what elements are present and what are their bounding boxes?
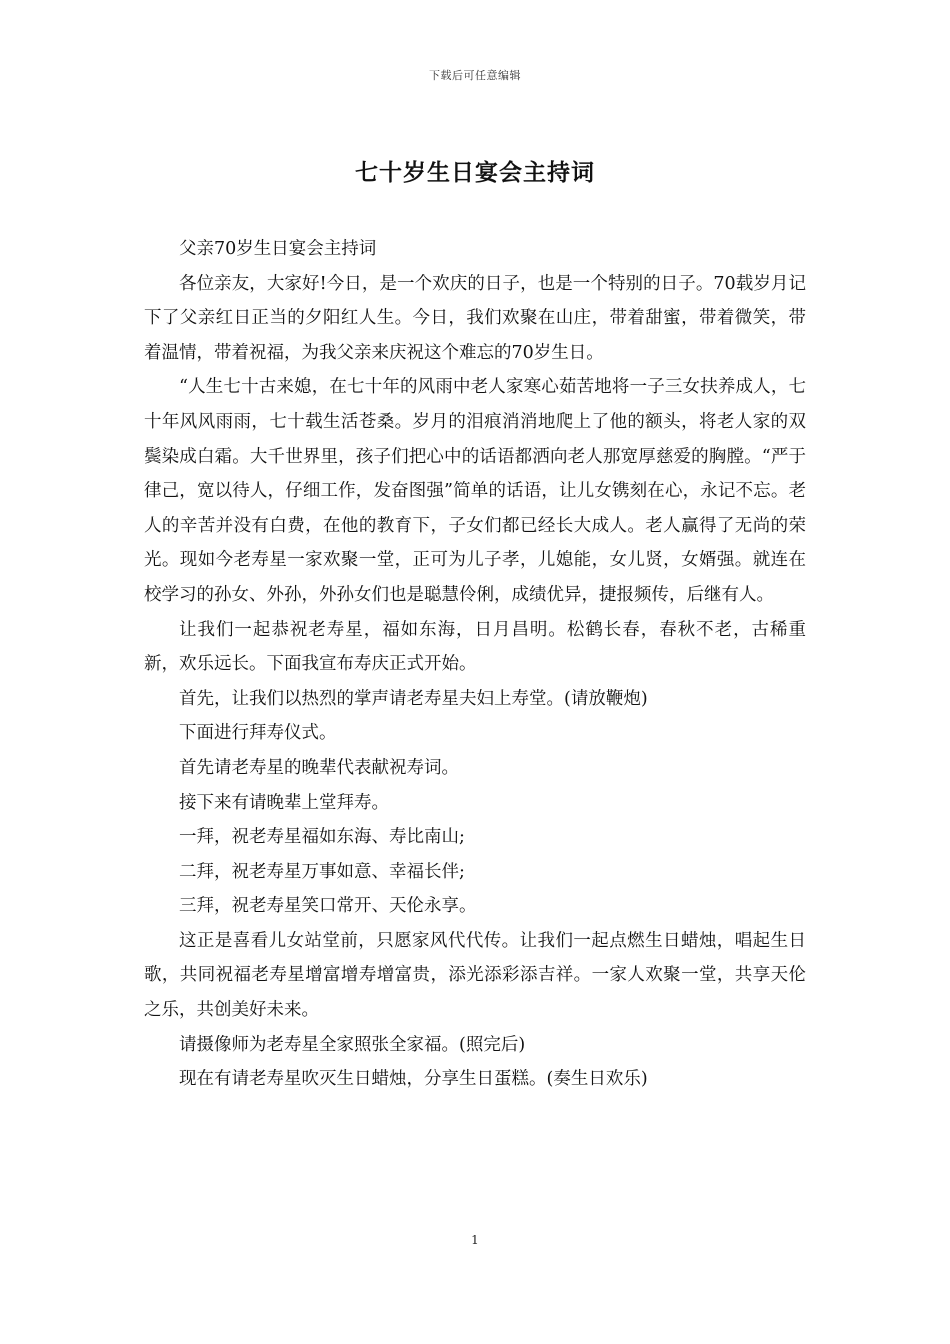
paragraph: 二拜，祝老寿星万事如意、幸福长伴; [179, 861, 465, 882]
paragraph: 三拜，祝老寿星笑口常开、天伦永享。 [179, 896, 477, 917]
paragraph: “人生七十古来媳，在七十年的风雨中老人家寒心茹苦地将一子三女扶养成人，七十年风风雨雨，七十载生活苍桑。岁月的泪痕消消地爬上了他的额头，将老人家的双鬓染成白霜。大千世界里，孩子们把心中的话语都洒向老人那宽厚慈爱的胸膛。“严于律己，宽以待人，仔细工作，发奋图强”简单的话语，让儿女镌刻在心，永记不忘。老人的辛苦并没有白费，在他的教育下，子女们都已经长大成人。老人赢得了无尚的荣光。现如今老寿星一家欢聚一堂，正可为儿子孝，儿媳能，女儿贤，女婿强。就连在校学习的孙女、外孙，外孙女们也是聪慧伶俐，成绩优异，捷报频传，后继有人。 [144, 377, 806, 605]
page-header-note: 下载后可任意编辑 [429, 69, 521, 82]
paragraph: 首先请老寿星的晚辈代表献祝寿词。 [179, 757, 459, 778]
paragraph: 现在有请老寿星吹灭生日蜡烛，分享生日蛋糕。(奏生日欢乐) [179, 1069, 648, 1090]
document-title: 七十岁生日宴会主持词 [355, 160, 595, 186]
paragraph: 请摄像师为老寿星全家照张全家福。(照完后) [179, 1034, 526, 1055]
paragraph: 首先，让我们以热烈的掌声请老寿星夫妇上寿堂。(请放鞭炮) [179, 688, 648, 709]
paragraph: 让我们一起恭祝老寿星，福如东海，日月昌明。松鹤长春，春秋不老，古稀重新，欢乐远长。下面我宣布寿庆正式开始。 [144, 619, 806, 675]
paragraph: 下面进行拜寿仪式。 [179, 723, 337, 744]
paragraph-subtitle: 父亲70岁生日宴会主持词 [179, 239, 377, 259]
document-body [144, 232, 806, 1097]
paragraph: 这正是喜看儿女站堂前，只愿家风代代传。让我们一起点燃生日蜡烛，唱起生日歌，共同祝福老寿星增富增寿增富贵，添光添彩添吉祥。一家人欢聚一堂，共享天伦之乐，共创美好未来。 [144, 930, 806, 1021]
paragraph: 一拜，祝老寿星福如东海、寿比南山; [179, 827, 465, 848]
page-number: 1 [471, 1233, 479, 1247]
paragraph: 各位亲友，大家好!今日，是一个欢庆的日子，也是一个特别的日子。70载岁月记下了父亲红日正当的夕阳红人生。今日，我们欢聚在山庄，带着甜蜜，带着微笑，带着温情，带着祝福，为我父亲来庆祝这个难忘的70岁生日。 [144, 273, 806, 363]
paragraph: 接下来有请晚辈上堂拜寿。 [179, 792, 389, 813]
